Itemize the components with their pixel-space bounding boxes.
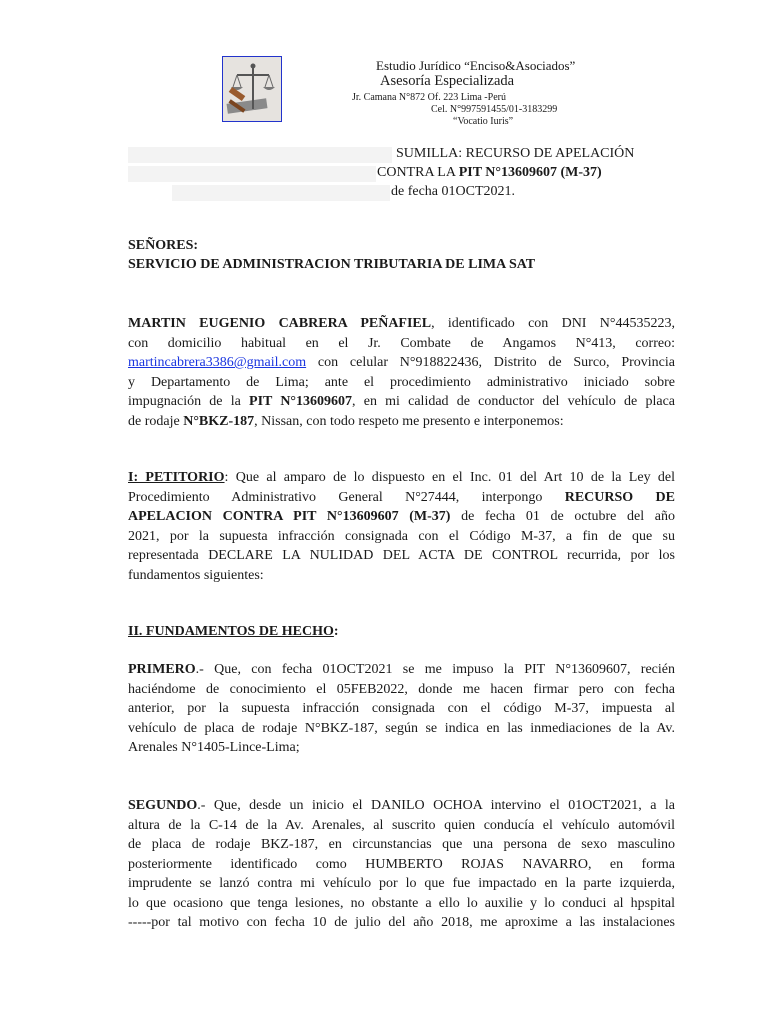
- sumilla-line-2: CONTRA LA PIT N°13609607 (M-37): [377, 165, 602, 180]
- primero-label: PRIMERO: [128, 662, 196, 677]
- firm-subtitle: Asesoría Especializada: [380, 73, 515, 89]
- scales-of-justice-gavel-icon: [223, 57, 281, 121]
- addressee-line-1: SEÑORES:: [128, 238, 199, 253]
- firm-name: Estudio Jurídico “Enciso&Asociados”: [376, 58, 576, 73]
- firm-logo: [222, 56, 282, 122]
- addressee-line-2: SERVICIO DE ADMINISTRACION TRIBUTARIA DE LIMA SAT: [128, 257, 536, 272]
- sumilla-shading: [128, 166, 376, 182]
- email-link[interactable]: martincabrera3386@gmail.com: [128, 355, 307, 370]
- segundo-paragraph: SEGUNDO.- Que, desde un inicio el DANILO OCHOA intervino el 01OCT2021, a la altura de la C-14 de la Av. Arenales, al suscrito quien conducía el vehículo automóvil de placa de rodaje BKZ-187, en circunstancias que una persona de sexo masculino posteriormente identificado como HUMBERTO ROJAS NAVARRO, en forma imprudente se lanzó contra mi vehículo por lo que fue impactado en la parte izquierda, lo que ocasiono que tenga lesiones, no obstante a ello lo auxilie y lo conduci al hpspital -----por tal motivo con fecha 10 de julio del año 2018, me aproxime a las instalaciones: [128, 798, 675, 930]
- sumilla-shading: [172, 185, 390, 201]
- firm-address: Jr. Camana N°872 Of. 223 Lima -Perú: [352, 92, 506, 103]
- sumilla-line-1: SUMILLA: RECURSO DE APELACIÓN: [396, 146, 635, 161]
- sumilla-line-3: de fecha 01OCT2021.: [391, 184, 516, 199]
- petitioner-name: MARTIN EUGENIO CABRERA PEÑAFIEL: [128, 316, 432, 331]
- firm-motto: “Vocatio Iuris”: [453, 116, 514, 127]
- primero-paragraph: PRIMERO.- Que, con fecha 01OCT2021 se me impuso la PIT N°13609607, recién haciéndome de conocimiento el 05FEB2022, donde me hacen firmar pero con fecha anterior, por la supuesta infracción consignada con el código M-37, impuesta al vehículo de placa de rodaje N°BKZ-187, según se indica en las inmediaciones de la Av. Arenales N°1405-Lince-Lima;: [128, 662, 675, 755]
- segundo-label: SEGUNDO: [128, 798, 198, 813]
- petitorio-paragraph: I: PETITORIO: Que al amparo de lo dispuesto en el Inc. 01 del Art 10 de la Ley del Procedimiento Administrativo General N°27444, interpongo RECURSO DE APELACION CONTRA PIT N°13609607 (M-37) de fecha 01 de octubre del año 2021, por la supuesta infracción consignada con el Código M-37, a fin de que su representada DECLARE LA NULIDAD DEL ACTA DE CONTROL recurrida, por los fundamentos siguientes:: [128, 470, 675, 583]
- intro-paragraph: MARTIN EUGENIO CABRERA PEÑAFIEL, identificado con DNI N°44535223, con domicilio habitual en el Jr. Combate de Angamos N°413, correo: martincabrera3386@gmail.com con celular N°918822436, Distrito de Surco, Provincia y Departamento de Lima; ante el procedimiento administrativo iniciado sobre impugnación de la PIT N°13609607, en mi calidad de conductor del vehículo de placa de rodaje N°BKZ-187, Nissan, con todo respeto me presento e interponemos:: [128, 316, 676, 429]
- petitorio-heading: I: PETITORIO: [128, 470, 225, 485]
- sumilla-shading: [128, 147, 392, 163]
- firm-phone: Cel. N°997591455/01-3183299: [431, 104, 558, 115]
- fundamentos-heading: II. FUNDAMENTOS DE HECHO:: [128, 624, 339, 639]
